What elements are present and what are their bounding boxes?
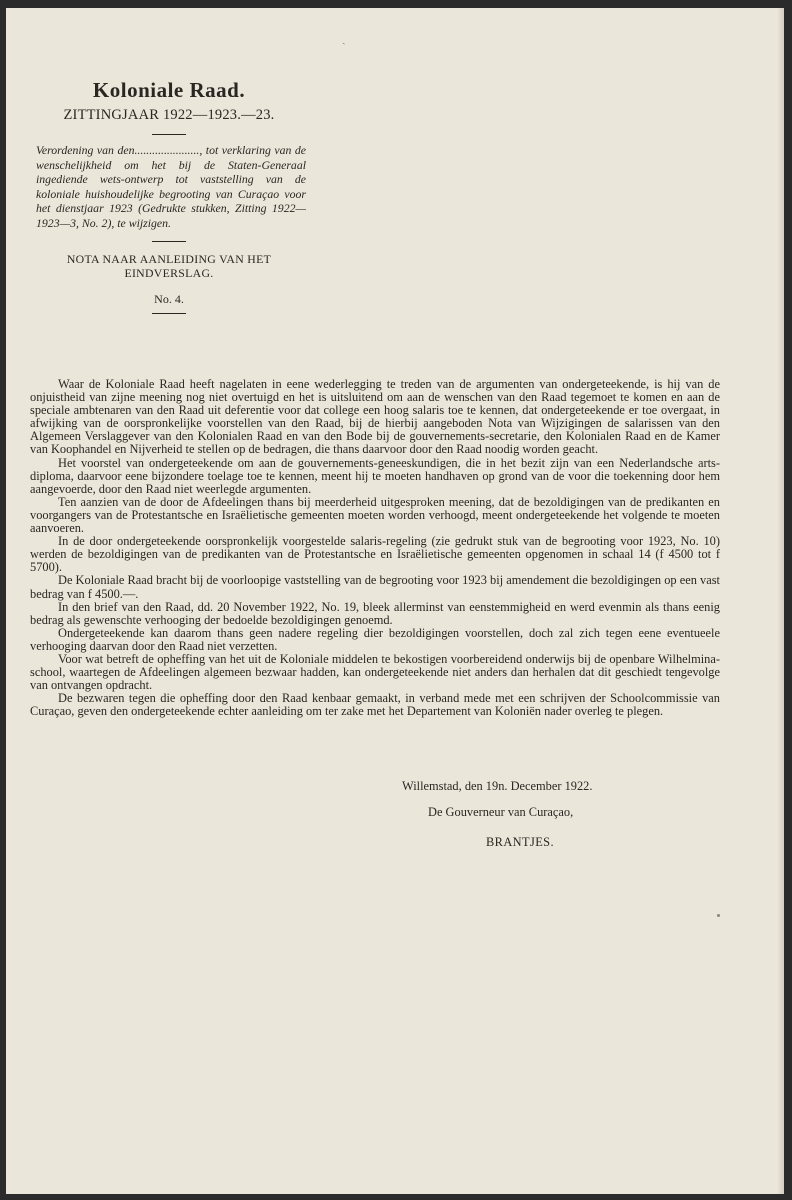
document-title: Koloniale Raad. — [92, 78, 246, 102]
paragraph: De Koloniale Raad bracht bij de voorloopige vaststelling van de begrooting voor 1923 bij amendement die bezoldigingen op een vast bedrag van f 4500.—. — [30, 573, 720, 601]
signatory-role: De Gouverneur van Curaçao, — [428, 805, 574, 819]
nota-heading: NOTA NAAR AANLEIDING VAN HET EINDVERSLAG. — [66, 251, 272, 280]
ordinance-description: Verordening van den......................, tot verklaring van de wenschelijkheid om het bij de Staten-Generaal ingediende wets-ontwerp tot vaststelling van de koloniale huishoudelijke begrooting van Curaçao voor het dienstjaar 1923 (Gedrukte stukken, Zitting 1922—1923—3, No. 2), te wijzigen. — [36, 143, 306, 230]
signatory-name: BRANTJES. — [486, 835, 554, 849]
stray-mark: ˎ — [342, 33, 346, 45]
paragraph: Voor wat betreft de opheffing van het uit de Koloniale middelen te bekostigen voorbereidend onderwijs bij de openbare Wilhelmina-school, waartegen de Afdeelingen algemeen bezwaar hadden, kan ondergeteekende niet anders dan herhalen dat dit geschiedt tengevolge van ontvangen opdracht. — [30, 651, 720, 693]
paragraph: De bezwaren tegen die opheffing door den Raad kenbaar gemaakt, in verband mede met een schrijven der Schoolcommissie van Curaçao, geven den ondergeteekende echter aanleiding om ter zake met het Departement van Koloniën nader overleg te plegen. — [30, 691, 720, 719]
memorandum-body — [30, 378, 720, 718]
document-header — [28, 78, 310, 320]
paragraph: Ten aanzien van de door de Afdeelingen thans bij meerderheid uitgesproken meening, dat de bezoldigingen van de predikanten en voorgangers van de Protestantsche en Israëlietische gemeenten moeten worden verhoogd, meent ondergeteekende het volgende te moeten aanvoeren. — [30, 494, 720, 536]
header-divider — [152, 134, 186, 135]
paragraph: In de door ondergeteekende oorspronkelijk voorgestelde salaris-regeling (zie gedrukt stuk van de begrooting voor 1923, No. 10) werden de bezoldigingen van de predikanten van de Protestantsche en Israëlietische gemeenten opgenomen in schaal 14 (f 4500 tot f 5700). — [30, 534, 720, 575]
paragraph: Waar de Koloniale Raad heeft nagelaten in eene wederlegging te treden van de argumenten van ondergeteekende, is hij van de onjuistheid van zijne meening nog niet overtuigd en het is uitsluitend om aan de wenschen van den Raad tegemoet te komen en aan de speciale ambtenaren van den Raad uit deferentie voor dat college een hoog salaris toe te kennen, dat ondergeteekende er toe overgaat, in afwijking van de oorspronkelijke voorstellen van den Raad, bij de hierbij aangeboden Nota van Wijzigingen de salarissen van den Algemeen Verslaggever van den Kolonialen Raad en van den Bode bij de gouvernements-secretarie, den Kolonialen Raad en de Kamer van Koophandel en Nijverheid te stellen op de bedragen, die thans daarvoor door den Raad noodig worden geacht. — [30, 377, 720, 457]
page-edge — [777, 8, 784, 1194]
place-date: Willemstad, den 19n. December 1922. — [402, 779, 593, 793]
nota-number: No. 4. — [154, 291, 184, 306]
document-page — [6, 8, 784, 1194]
number-divider — [152, 313, 186, 314]
paragraph: Het voorstel van ondergeteekende om aan de gouvernements-geneeskundigen, die in het bezit zijn van een Nederlandsche arts-diploma, daarvoor eene bijzondere toelage toe te kennen, meent hij te moeten handhaven op grond van de voor die toekenning door hem aangevoerde, door den Raad niet weerlegde argumenten. — [30, 455, 720, 496]
session-line: ZITTINGJAAR 1922—1923.—23. — [63, 107, 275, 123]
paragraph: Ondergeteekende kan daarom thans geen nadere regeling dier bezoldigingen voorstellen, doch zal zich tegen eene eventueele verhooging daarvan door den Raad niet verzetten. — [30, 625, 720, 653]
paper-speck — [717, 914, 720, 917]
paragraph: In den brief van den Raad, dd. 20 November 1922, No. 19, bleek allerminst van eenstemmigheid en werd evenmin als thans eenig bedrag als gewenschte verhooging der bedoelde bezoldigingen genoemd. — [30, 599, 720, 627]
ordinance-divider — [152, 241, 186, 242]
